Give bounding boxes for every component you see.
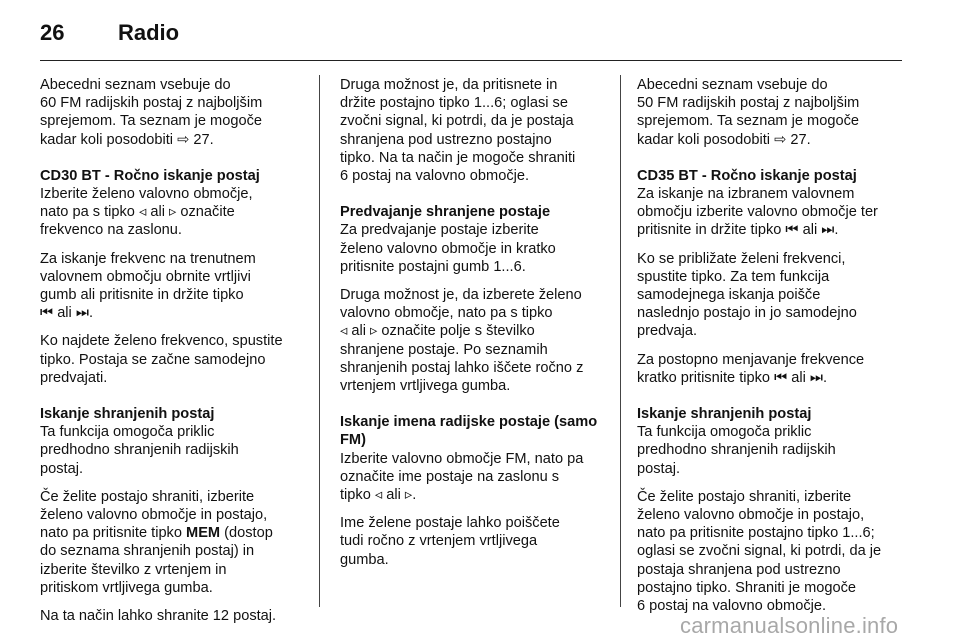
text-column-2 — [340, 76, 604, 579]
paragraph: Za iskanje frekvenc na trenutnem valovnem območju obrnite vrtljivi gumb ali pritisnite in držite tipko ⏮ ali ⏭. — [40, 250, 256, 322]
column-divider — [620, 75, 621, 607]
key-label-mem: MEM — [186, 525, 221, 542]
paragraph: Ko najdete želeno frekvenco, spustite tipko. Postaja se začne samodejno predvajati. — [40, 333, 283, 386]
paragraph-spacer — [40, 159, 304, 167]
paragraph: Za predvajanje postaje izberite želeno valovno območje in kratko pritisnite postajni gumb 1...6. — [340, 222, 556, 275]
page-header — [40, 18, 179, 48]
paragraph: Če želite postajo shraniti, izberite želeno valovno območje in postajo, nato pa pritisnite postajno tipko 1...6; oglasi se zvočni signal, ki potrdi, da je postaja shranjena pod ustrezno postajno tipko. Shraniti je mogoče 6 postaj na valovno območje. — [637, 488, 882, 615]
paragraph: Ta funkcija omogoča priklic predhodno shranjenih radijskih postaj. — [40, 424, 239, 477]
section-heading: Iskanje shranjenih postaj — [40, 406, 215, 423]
paragraph: Abecedni seznam vsebuje do 60 FM radijskih postaj z najboljšim sprejemom. Ta seznam je mogoče kadar koli posodobiti ⇨ 27. — [40, 77, 263, 148]
paragraph: Za iskanje na izbranem valovnem območju izberite valovno območje ter pritisnite in držite tipko ⏮ ali ⏭. — [637, 186, 878, 239]
paragraph: Ta funkcija omogoča priklic predhodno shranjenih radijskih postaj. — [637, 424, 836, 477]
paragraph: Druga možnost je, da izberete želeno valovno območje, nato pa s tipko ◃ ali ▹ označite polje s številko shranjene postaje. Po seznamih shranjenih postaj lahko iščete ročno z vrtenjem vrtljivega gumba. — [340, 287, 584, 395]
paragraph: Abecedni seznam vsebuje do 50 FM radijskih postaj z najboljšim sprejemom. Ta seznam je mogoče kadar koli posodobiti ⇨ 27. — [637, 77, 860, 148]
paragraph: Ime želene postaje lahko poiščete tudi ročno z vrtenjem vrtljivega gumba. — [340, 515, 560, 568]
paragraph: Na ta način lahko shranite 12 postaj. — [40, 608, 277, 625]
paragraph: Ko se približate želeni frekvenci, spustite tipko. Za tem funkcija samodejnega iskanja poišče naslednjo postajo in jo samodejno predvaja. — [637, 250, 857, 340]
section-heading: Predvajanje shranjene postaje — [340, 204, 551, 221]
paragraph-spacer — [40, 397, 304, 405]
paragraph: Za postopno menjavanje frekvence kratko pritisnite tipko ⏮ ali ⏭. — [637, 351, 865, 386]
paragraph: Druga možnost je, da pritisnete in držite postajno tipko 1...6; oglasi se zvočni signal, ki potrdi, da je postaja shranjena pod ustrezno postajno tipko. Na ta način je mogoče shraniti 6 postaj na valovno območje. — [340, 77, 576, 185]
text-column-1 — [40, 76, 304, 635]
paragraph: Izberite valovno območje FM, nato pa označite ime postaje na zaslonu s tipko ◃ ali ▹. — [340, 450, 584, 504]
section-title: Radio — [118, 20, 180, 45]
text-column-3 — [637, 76, 905, 625]
page-number: 26 — [40, 20, 65, 45]
paragraph-spacer — [340, 195, 604, 203]
section-heading: CD30 BT - Ročno iskanje postaj — [40, 167, 260, 184]
paragraph: Izberite želeno valovno območje, nato pa s tipko ◃ ali ▹ označite frekvenco na zaslonu. — [40, 186, 253, 239]
header-rule — [40, 60, 902, 61]
paragraph-spacer — [340, 405, 604, 413]
watermark: carmanualsonline.info — [680, 613, 899, 638]
column-divider — [319, 75, 320, 607]
section-heading: Iskanje imena radijske postaje (samo FM) — [340, 414, 598, 449]
section-heading: CD35 BT - Ročno iskanje postaj — [637, 167, 857, 184]
paragraph-spacer — [637, 397, 905, 405]
paragraph-spacer — [637, 159, 905, 167]
paragraph: Če želite postajo shraniti, izberite želeno valovno območje in postajo, nato pa pritisnite tipko MEM (dostop do seznama shranjenih postaj) in izberite številko z vrtenjem in pritiskom vrtljivega gumba. — [40, 488, 273, 596]
section-heading: Iskanje shranjenih postaj — [637, 406, 812, 423]
